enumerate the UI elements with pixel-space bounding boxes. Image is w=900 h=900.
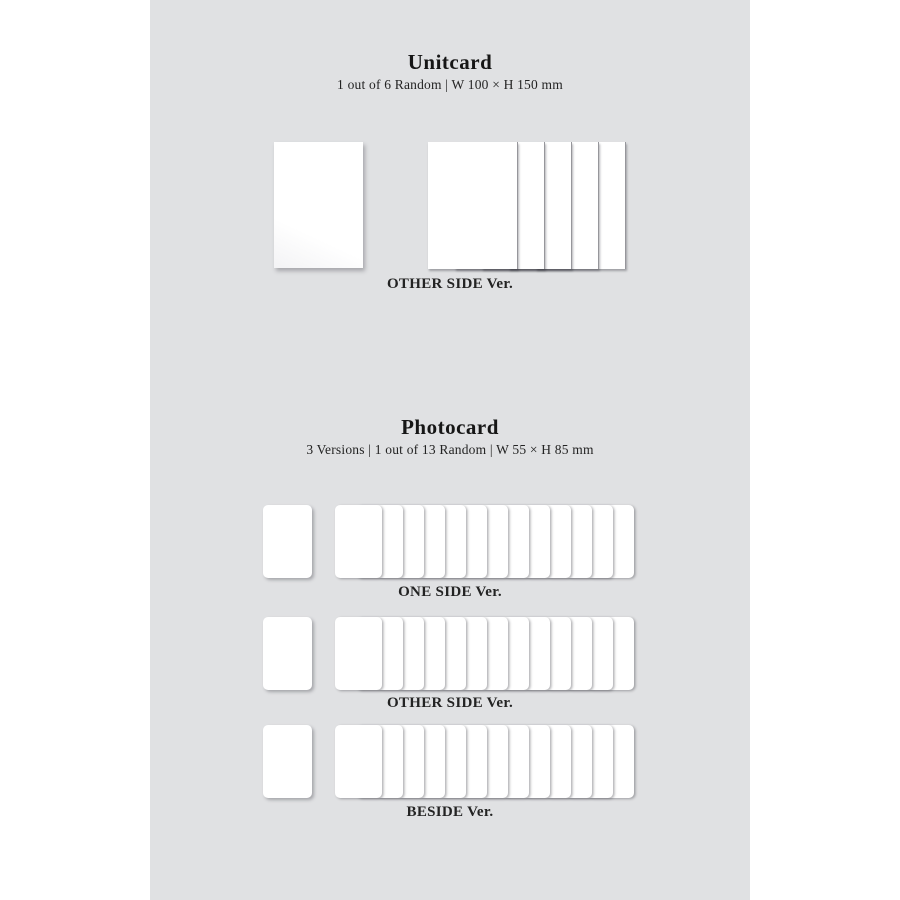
unitcard-version-label: OTHER SIDE Ver. [386, 276, 514, 292]
unitcard-single-card [274, 142, 363, 268]
photocard-single-card-beside [263, 725, 312, 798]
photocard-section-title: Photocard [401, 415, 499, 439]
photocard-version-label-beside: BESIDE Ver. [406, 804, 494, 820]
photocard-single-card-one-side [263, 505, 312, 578]
photocard-section-subtitle: 3 Versions | 1 out of 13 Random | W 55 × H 85 mm [306, 442, 594, 457]
unitcard-section-subtitle: 1 out of 6 Random | W 100 × H 150 mm [337, 77, 563, 92]
unitcard-section-title: Unitcard [407, 50, 493, 74]
photocard-single-card-other-side [263, 617, 312, 690]
photocard-version-label-other-side: OTHER SIDE Ver. [386, 695, 514, 711]
photocard-version-label-one-side: ONE SIDE Ver. [398, 584, 502, 600]
